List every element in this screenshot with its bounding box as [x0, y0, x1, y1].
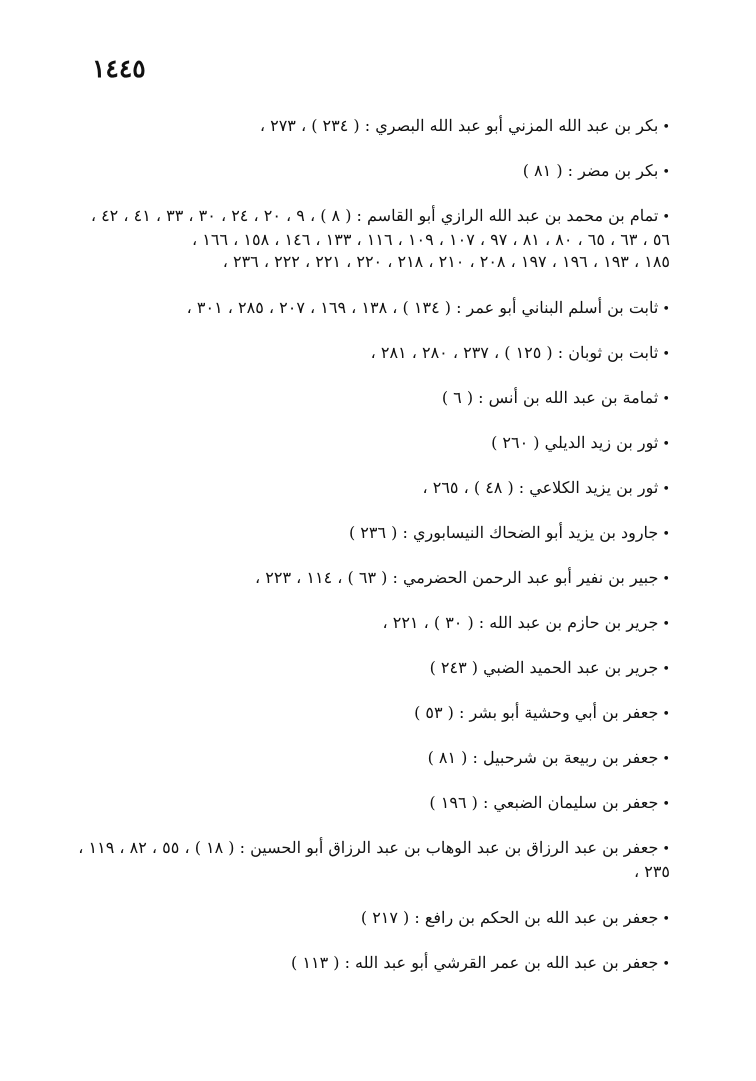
entry-text: ثابت بن ثوبان : ( ١٢٥ ) ، ٢٣٧ ، ٢٨٠ ، ٢٨١ ،: [370, 343, 659, 362]
entry-text: بكر بن عبد الله المزني أبو عبد الله البصري : ( ٢٣٤ ) ، ٢٧٣ ،: [259, 116, 659, 135]
entry-text: تمام بن محمد بن عبد الله الرازي أبو القاسم : ( ٨ ) ، ٩ ، ٢٠ ، ٢٤ ، ٣٠ ، ٣٣ ، ٤١ ، ٤٢ ،: [90, 206, 659, 225]
bullet-icon: •: [662, 912, 670, 927]
index-entry: [90, 205, 670, 273]
entry-text: جعفر بن عبد الله بن الحكم بن رافع : ( ٢١٧ ): [360, 908, 659, 927]
bullet-icon: •: [662, 392, 670, 407]
bullet-icon: •: [662, 302, 670, 317]
entry-text: جعفر بن عبد الرزاق بن عبد الوهاب بن عبد الرزاق أبو الحسين : ( ١٨ ) ، ٥٥ ، ٨٢ ، ١١٩ ،: [78, 838, 659, 857]
entry-text: ثور بن يزيد الكلاعي : ( ٤٨ ) ، ٢٦٥ ،: [422, 478, 659, 497]
index-entry: [90, 432, 670, 456]
bullet-icon: •: [662, 617, 670, 632]
entry-text: ثابت بن أسلم البناني أبو عمر : ( ١٣٤ ) ، ١٣٨ ، ١٦٩ ، ٢٠٧ ، ٢٨٥ ، ٣٠١ ،: [186, 298, 659, 317]
index-entry: [90, 792, 670, 816]
index-entry: [90, 702, 670, 726]
entry-text: جارود بن يزيد أبو الضحاك النيسابوري : ( ٢٣٦ ): [348, 523, 659, 542]
bullet-icon: •: [662, 482, 670, 497]
entry-text: جرير بن حازم بن عبد الله : ( ٣٠ ) ، ٢٢١ ،: [382, 613, 659, 632]
index-entry: [90, 952, 670, 976]
entry-text: ثمامة بن عبد الله بن أنس : ( ٦ ): [441, 388, 659, 407]
bullet-icon: •: [662, 797, 670, 812]
index-entry: [90, 477, 670, 501]
index-entry: [90, 115, 670, 139]
bullet-icon: •: [662, 842, 670, 857]
bullet-icon: •: [662, 120, 670, 135]
bullet-icon: •: [662, 752, 670, 767]
entry-text: ثور بن زيد الديلي ( ٢٦٠ ): [491, 433, 659, 452]
bullet-icon: •: [662, 662, 670, 677]
bullet-icon: •: [662, 527, 670, 542]
entry-continuation: ٢٣٥ ،: [633, 862, 670, 881]
bullet-icon: •: [662, 437, 670, 452]
index-entry: [90, 342, 670, 366]
entry-text: جعفر بن عبد الله بن عمر القرشي أبو عبد الله : ( ١١٣ ): [291, 953, 659, 972]
index-entry: [90, 612, 670, 636]
entry-text: جعفر بن ربيعة بن شرحبيل : ( ٨١ ): [427, 748, 659, 767]
index-entry: [90, 907, 670, 931]
page-number: ١٤٤٥: [92, 54, 146, 83]
entry-text: بكر بن مضر : ( ٨١ ): [522, 161, 659, 180]
index-entry: [90, 567, 670, 591]
entry-text: جبير بن نفير أبو عبد الرحمن الحضرمي : ( ٦٣ ) ، ١١٤ ، ٢٢٣ ،: [255, 568, 659, 587]
bullet-icon: •: [662, 210, 670, 225]
index-entry: [90, 747, 670, 771]
bullet-icon: •: [662, 165, 670, 180]
index-entries: [78, 115, 670, 997]
entry-text: جعفر بن سليمان الضبعي : ( ١٩٦ ): [429, 793, 659, 812]
bullet-icon: •: [662, 572, 670, 587]
index-entry: [90, 160, 670, 184]
index-entry: [78, 837, 670, 883]
bullet-icon: •: [662, 957, 670, 972]
bullet-icon: •: [662, 347, 670, 362]
entry-continuation: ٥٦ ، ٦٣ ، ٦٥ ، ٨٠ ، ٨١ ، ٩٧ ، ١٠٧ ، ١٠٩ ، ١١٦ ، ١٣٣ ، ١٤٦ ، ١٥٨ ، ١٦٦ ،: [192, 230, 670, 249]
index-entry: [90, 522, 670, 546]
index-entry: [90, 297, 670, 321]
entry-text: جعفر بن أبي وحشية أبو بشر : ( ٥٣ ): [414, 703, 659, 722]
index-entry: [90, 657, 670, 681]
index-entry: [90, 387, 670, 411]
bullet-icon: •: [662, 707, 670, 722]
entry-text: جرير بن عبد الحميد الضبي ( ٢٤٣ ): [429, 658, 659, 677]
entry-continuation: ١٨٥ ، ١٩٣ ، ١٩٦ ، ١٩٧ ، ٢٠٨ ، ٢١٠ ، ٢١٨ ، ٢٢٠ ، ٢٢١ ، ٢٢٢ ، ٢٣٦ ،: [222, 252, 670, 271]
